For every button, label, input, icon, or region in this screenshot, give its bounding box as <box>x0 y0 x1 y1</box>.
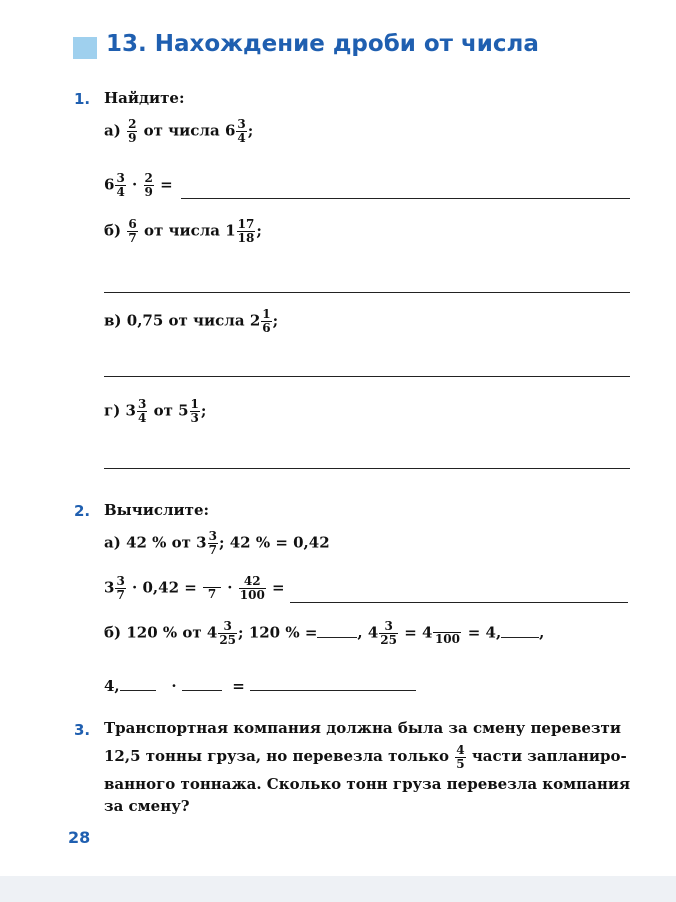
task2a-statement: а) 42 % от 3 $\frac{3}{7}$ ; 42 % = 0,42 <box>104 529 330 557</box>
blank-fraction[interactable]: 100 <box>433 621 461 646</box>
task3-line-3: ванного тоннажа. Сколько тонн груза перевезла компания <box>104 775 631 793</box>
fraction: $\frac{3}{7}$ <box>116 574 125 602</box>
task2-number: 2. <box>74 502 91 520</box>
fraction: $\frac{3}{25}$ <box>380 619 397 647</box>
fraction: $\frac{17}{18}$ <box>237 217 255 245</box>
task2-heading: Вычислите: <box>104 501 210 519</box>
fraction: $\frac{3}{7}$ <box>208 529 217 557</box>
answer-line-1a[interactable] <box>181 198 630 199</box>
task1c-statement: в) 0,75 от числа 2 $\frac{1}{6}$ ; <box>104 307 279 335</box>
task2b-calculation: 4, · = <box>104 676 416 695</box>
chapter-number: 13. <box>106 31 147 57</box>
chapter-marker <box>73 37 97 59</box>
task1-heading: Найдите: <box>104 89 185 107</box>
blank-field[interactable] <box>120 676 156 691</box>
task1a-calculation: 6 $\frac{3}{4}$ · $\frac{2}{9}$ = <box>104 171 173 199</box>
bottom-margin <box>0 876 676 902</box>
task3-line-1: Транспортная компания должна была за смену перевезти <box>104 719 621 737</box>
answer-line-1d[interactable] <box>104 468 630 469</box>
chapter-title <box>106 31 539 57</box>
task1b-statement: б) $\frac{6}{7}$ от числа 1 $\frac{17}{18}$ ; <box>104 217 262 245</box>
fraction: $\frac{2}{9}$ <box>128 117 137 145</box>
fraction: $\frac{3}{25}$ <box>219 619 237 647</box>
fraction: $\frac{4}{5}$ <box>456 742 465 771</box>
task2a-calculation: 3 $\frac{3}{7}$ · 0,42 = 7 · $\frac{42}{100}$ = <box>104 574 285 602</box>
blank-field[interactable] <box>250 676 416 691</box>
task1a-label: а) <box>104 121 121 140</box>
blank-field[interactable] <box>182 676 222 691</box>
fraction: $\frac{2}{9}$ <box>144 171 153 199</box>
task3-number: 3. <box>74 721 91 739</box>
chapter-heading: Нахождение дроби от числа <box>154 31 539 57</box>
fraction: $\frac{3}{4}$ <box>237 117 246 145</box>
fraction: $\frac{6}{7}$ <box>128 217 137 245</box>
task1d-statement: г) 3 $\frac{3}{4}$ от 5 $\frac{1}{3}$ ; <box>104 397 207 425</box>
blank-fraction[interactable]: 7 <box>203 576 221 601</box>
fraction: $\frac{1}{6}$ <box>262 307 271 335</box>
task2b-statement: б) 120 % от 4 $\frac{3}{25}$ ; 120 % = , 4 $\frac{3}{25}$ = 4 100 = 4, , <box>104 619 545 647</box>
task3-line-4: за смену? <box>104 797 190 815</box>
fraction: $\frac{3}{4}$ <box>137 397 147 425</box>
task1-number: 1. <box>74 90 91 108</box>
page-number: 28 <box>68 828 91 847</box>
fraction: $\frac{3}{4}$ <box>116 171 125 199</box>
blank-field[interactable] <box>317 623 357 638</box>
task1a-statement: а) $\frac{2}{9}$ от числа 6 $\frac{3}{4}$ ; <box>104 117 254 145</box>
answer-line-1c[interactable] <box>104 376 630 377</box>
text-of: от числа <box>143 121 220 140</box>
fraction: $\frac{42}{100}$ <box>239 574 265 602</box>
blank-field[interactable] <box>501 623 539 638</box>
task3-line-2: 12,5 тонны груза, но перевезла только $\frac{4}{5}$ части запланиро- <box>104 742 627 771</box>
answer-line-1b[interactable] <box>104 292 630 293</box>
fraction: $\frac{1}{3}$ <box>190 397 199 425</box>
answer-line-2a[interactable] <box>290 602 628 603</box>
